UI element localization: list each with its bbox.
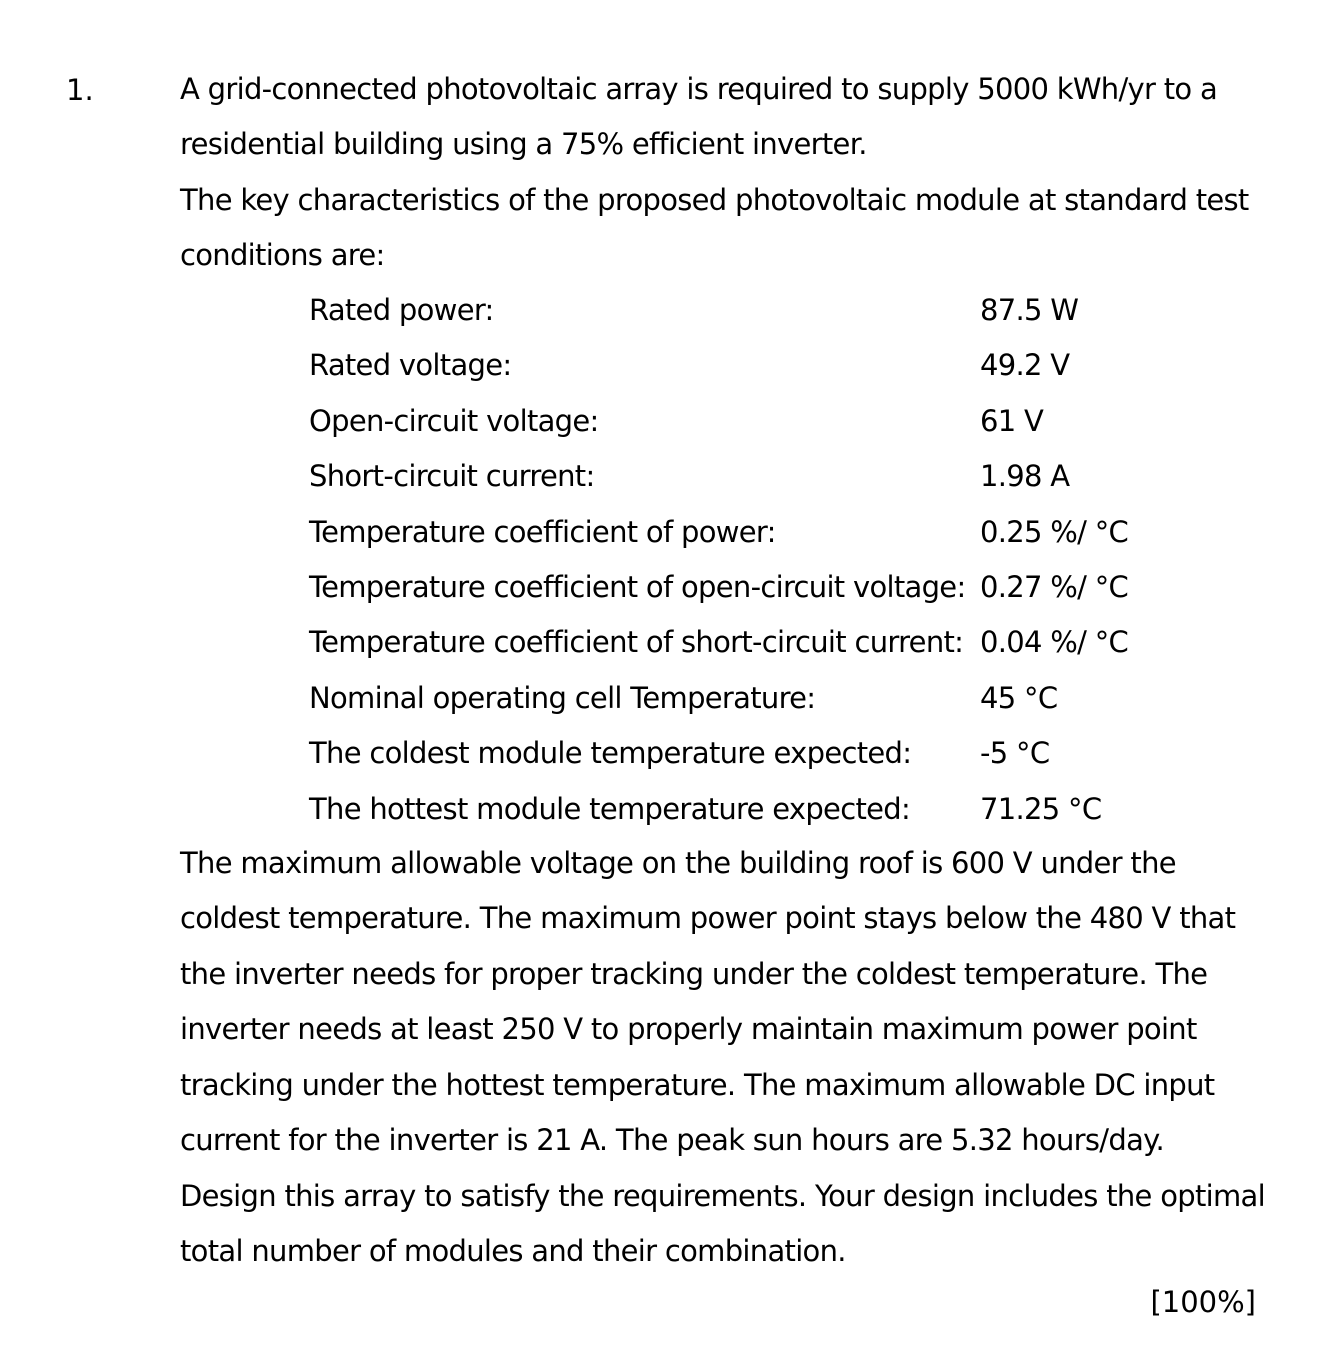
spec-label: The coldest module temperature expected:	[309, 736, 912, 771]
spec-value: 0.04 %/ °C	[980, 625, 1129, 660]
spec-value: 0.27 %/ °C	[980, 569, 1129, 604]
question-intro: A grid-connected photovoltaic array is required to supply 5000 kWh/yr to a residential building using a 75% efficient inverter.	[180, 72, 1218, 162]
spec-value: 61 V	[980, 403, 1044, 438]
spec-label: Rated voltage:	[309, 348, 512, 383]
spec-value: -5 °C	[980, 736, 1050, 771]
spec-label: Temperature coefficient of power:	[309, 514, 776, 549]
spec-value: 0.25 %/ °C	[980, 514, 1129, 549]
spec-value: 49.2 V	[980, 348, 1070, 383]
spec-label: Rated power:	[309, 293, 494, 327]
marks-weight: [100%]	[1150, 1285, 1256, 1319]
spec-label: Temperature coefficient of open-circuit voltage:	[309, 569, 966, 604]
spec-value: 1.98 A	[980, 459, 1070, 494]
spec-label: Short-circuit current:	[309, 459, 595, 494]
spec-label: Open-circuit voltage:	[309, 403, 599, 438]
spec-label: Temperature coefficient of short-circuit current:	[309, 625, 964, 660]
spec-value: 71.25 °C	[980, 791, 1102, 826]
spec-value: 45 °C	[980, 680, 1058, 715]
spec-label: The hottest module temperature expected:	[309, 791, 911, 826]
constraints-text: The maximum allowable voltage on the building roof is 600 V under the coldest temperature. The maximum power point stays below the 480 V that the inverter needs for proper tracking under the coldest temperature. The inverter needs at least 250 V to properly maintain maximum power point tracking under the hottest temperature. The maximum allowable DC input current for the inverter is 21 A. The peak sun hours are 5.32 hours/day.	[180, 846, 1236, 1158]
question-number: 1.	[66, 73, 94, 107]
spec-label: Nominal operating cell Temperature:	[309, 680, 816, 715]
spec-value: 87.5 W	[980, 293, 1079, 327]
specs-lead-text: The key characteristics of the proposed photovoltaic module at standard test conditions are:	[180, 183, 1249, 273]
task-instruction: Design this array to satisfy the requirements. Your design includes the optimal total number of modules and their combination.	[180, 1179, 1265, 1269]
